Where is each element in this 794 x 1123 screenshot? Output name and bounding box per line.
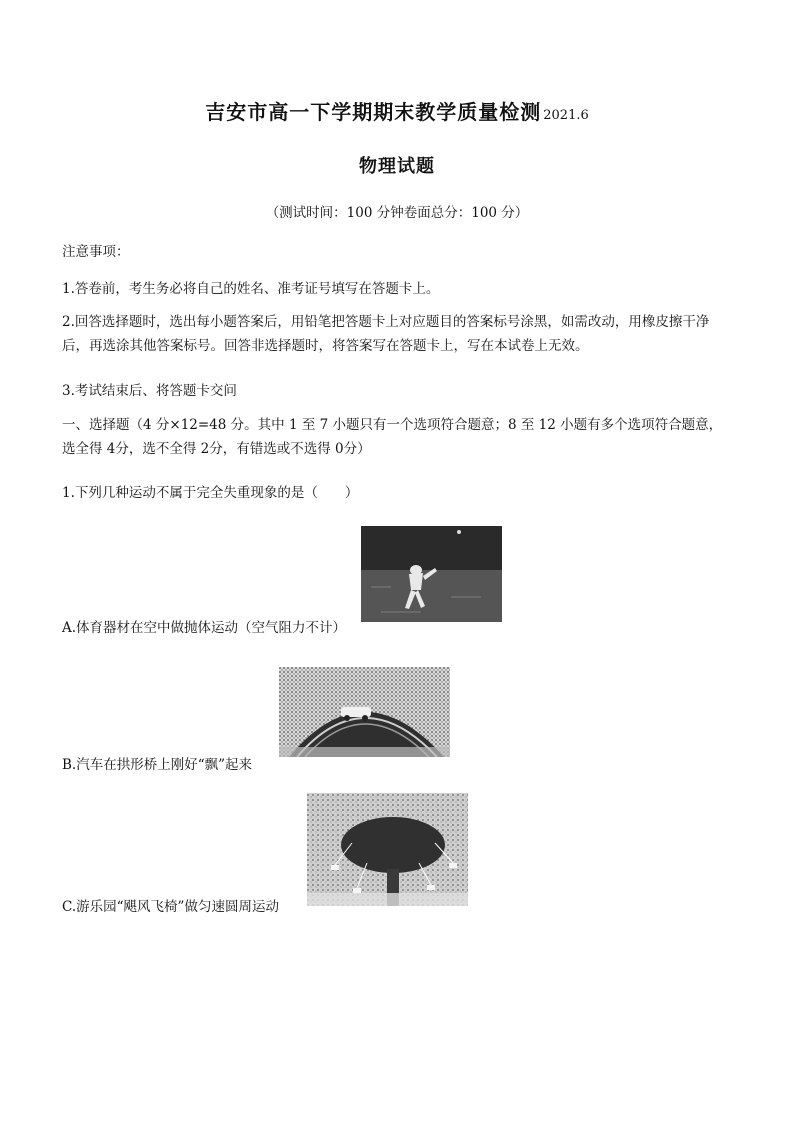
exam-year: 2021.6 — [543, 108, 589, 123]
note-item-3: 3.考试结束后、将答题卡交问 — [62, 383, 237, 399]
subject-title: 物理试题 — [359, 156, 435, 177]
note-item-2: 2.回答选择题时，选出每小题答案后，用铅笔把答题卡上对应题目的答案标号涂黑，如需改动，用橡皮擦干净后，再选涂其他答案标号。回答非选择题时，将答案写在答题卡上，写在本试卷上无效。 — [62, 314, 710, 354]
exam-info: （测试时间：100 分钟卷面总分：100 分） — [265, 205, 529, 221]
option-a: A.体育器材在空中做抛体运动（空气阻力不计） — [62, 620, 347, 636]
option-b: B.汽车在拱形桥上刚好“飘”起来 — [62, 757, 253, 773]
option-c: C.游乐园“飓风飞椅”做匀速圆周运动 — [62, 899, 279, 915]
note-item-1: 1.答卷前，考生务必将自己的姓名、准考证号填写在答题卡上。 — [62, 281, 440, 297]
notes-heading: 注意事项： — [62, 244, 130, 260]
swing-ride-photo — [307, 793, 468, 906]
section-heading: 一、选择题（4 分×12=48 分。其中 1 至 7 小题只有一个选项符合题意；8 至 12 小题有多个选项符合题意，选全得 4分，选不全得 2分，有错选或不选得 0分） — [62, 417, 723, 457]
arch-bridge-photo — [279, 667, 450, 757]
exam-title-text: 吉安市高一下学期期末教学质量检测 — [205, 100, 542, 124]
question-stem: 1.下列几种运动不属于完全失重现象的是（ ） — [62, 485, 359, 501]
baseball-pitcher-photo — [361, 526, 502, 622]
exam-title — [0, 96, 794, 125]
